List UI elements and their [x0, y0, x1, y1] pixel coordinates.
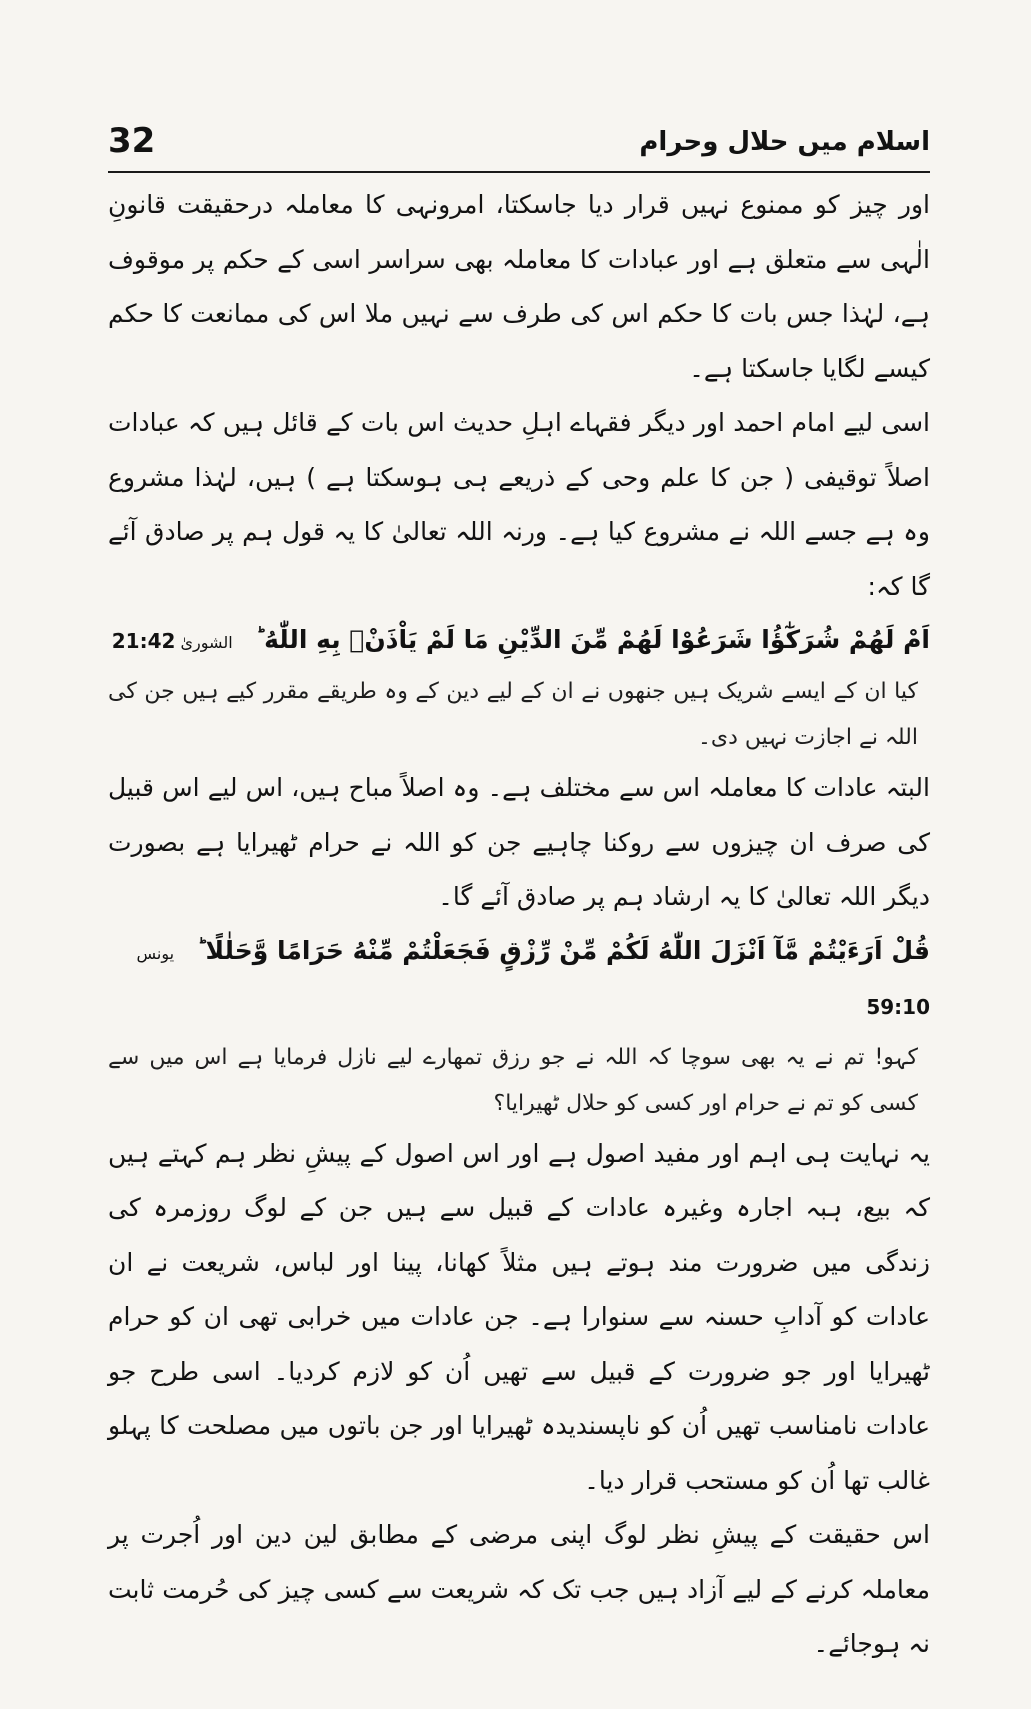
- paragraph-3: البتہ عادات کا معاملہ اس سے مختلف ہے۔ وہ اصلاً مباح ہیں، اس لیے اس قبیل کی صرف ان چیزوں سے روکنا چاہیے جن کو اللہ نے حرام ٹھیرایا ہے بصورت دیگر اللہ تعالیٰ کا یہ ارشاد ہم پر صادق آئے گا۔: [108, 773, 930, 911]
- paragraph-2: اسی لیے امام احمد اور دیگر فقہاے اہلِ حدیث اس بات کے قائل ہیں کہ عبادات اصلاً توقیفی ( جن کا علم وحی کے ذریعے ہی ہوسکتا ہے ) ہیں، لہٰذا مشروع وہ ہے جسے اللہ نے مشروع کیا ہے۔ ورنہ اللہ تعالیٰ کا یہ قول ہم پر صادق آئے گا کہ:: [108, 408, 930, 601]
- quran-quote-2: [108, 925, 930, 1035]
- running-title: اسلام میں حلال وحرام: [639, 127, 930, 157]
- paragraph-4: یہ نہایت ہی اہم اور مفید اصول ہے اور اس اصول کے پیشِ نظر ہم کہتے ہیں کہ بیع، ہبہ اجارہ وغیرہ عادات کے قبیل سے ہیں جن کے لوگ روزمرہ کی زندگی میں ضرورت مند ہوتے ہیں مثلاً کھانا، پینا اور لباس، شریعت نے ان عادات کو آدابِ حسنہ سے سنوارا ہے۔ جن عادات میں خرابی تھی ان کو حرام ٹھیرایا اور جو ضرورت کے قبیل سے تھیں اُن کو لازم کردیا۔ اسی طرح جو عادات نامناسب تھیں اُن کو ناپسندیدہ ٹھیرایا اور جن باتوں میں مصلحت کا پہلو غالب تھا اُن کو مستحب قرار دیا۔: [108, 1138, 930, 1495]
- quran-quote-1-translation: کیا ان کے ایسے شریک ہیں جنھوں نے ان کے لیے دین کے وہ طریقے مقرر کیے ہیں جن کی اللہ نے اجازت نہیں دی۔: [108, 679, 918, 750]
- paragraph-5: اس حقیقت کے پیشِ نظر لوگ اپنی مرضی کے مطابق لین دین اور اُجرت پر معاملہ کرنے کے لیے آزاد ہیں جب تک کہ شریعت سے کسی چیز کی حُرمت ثابت نہ ہوجائے۔: [108, 1520, 930, 1658]
- quran-quote-2-surah: یونس: [136, 943, 175, 963]
- paragraph-1: اور چیز کو ممنوع نہیں قرار دیا جاسکتا، امرونہی کا معاملہ درحقیقت قانونِ الٰہی سے متعلق ہے اور عبادات کا معاملہ بھی سراسر اسی کے حکم پر موقوف ہے، لہٰذا جس بات کا حکم اس کی طرف سے نہیں ملا اس کی ممانعت کا حکم کیسے لگایا جاسکتا ہے۔: [108, 190, 930, 383]
- page-body: [108, 178, 930, 1672]
- quran-quote-1-ref: 21:42: [111, 629, 176, 653]
- quran-quote-2-translation: کہو! تم نے یہ بھی سوچا کہ اللہ نے جو رزق تمھارے لیے نازل فرمایا ہے اس میں سے کسی کو تم نے حرام اور کسی کو حلال ٹھیرایا؟: [108, 1044, 918, 1116]
- quran-quote-1-reference: [111, 629, 233, 653]
- quran-quote-1-surah: الشوریٰ: [180, 633, 233, 652]
- quran-quote-1-arabic: اَمْ لَهُمْ شُرَكٰٓؤُا شَرَعُوْا لَهُمْ مِّنَ الدِّيْنِ مَا لَمْ يَاْذَنْۢ بِهِ اللّٰهُ ؕ: [255, 625, 930, 654]
- quran-quote-1: [108, 614, 930, 669]
- page-header: [108, 118, 930, 170]
- page-number: 32: [108, 121, 156, 161]
- header-rule: [108, 171, 930, 173]
- quran-quote-2-ref: 59:10: [866, 994, 930, 1019]
- quran-quote-2-arabic: قُلْ اَرَءَيْتُمْ مَّآ اَنْزَلَ اللّٰهُ لَكُمْ مِّنْ رِّزْقٍ فَجَعَلْتُمْ مِّنْهُ حَرَامًا وَّحَلٰلًا ؕ: [196, 935, 930, 965]
